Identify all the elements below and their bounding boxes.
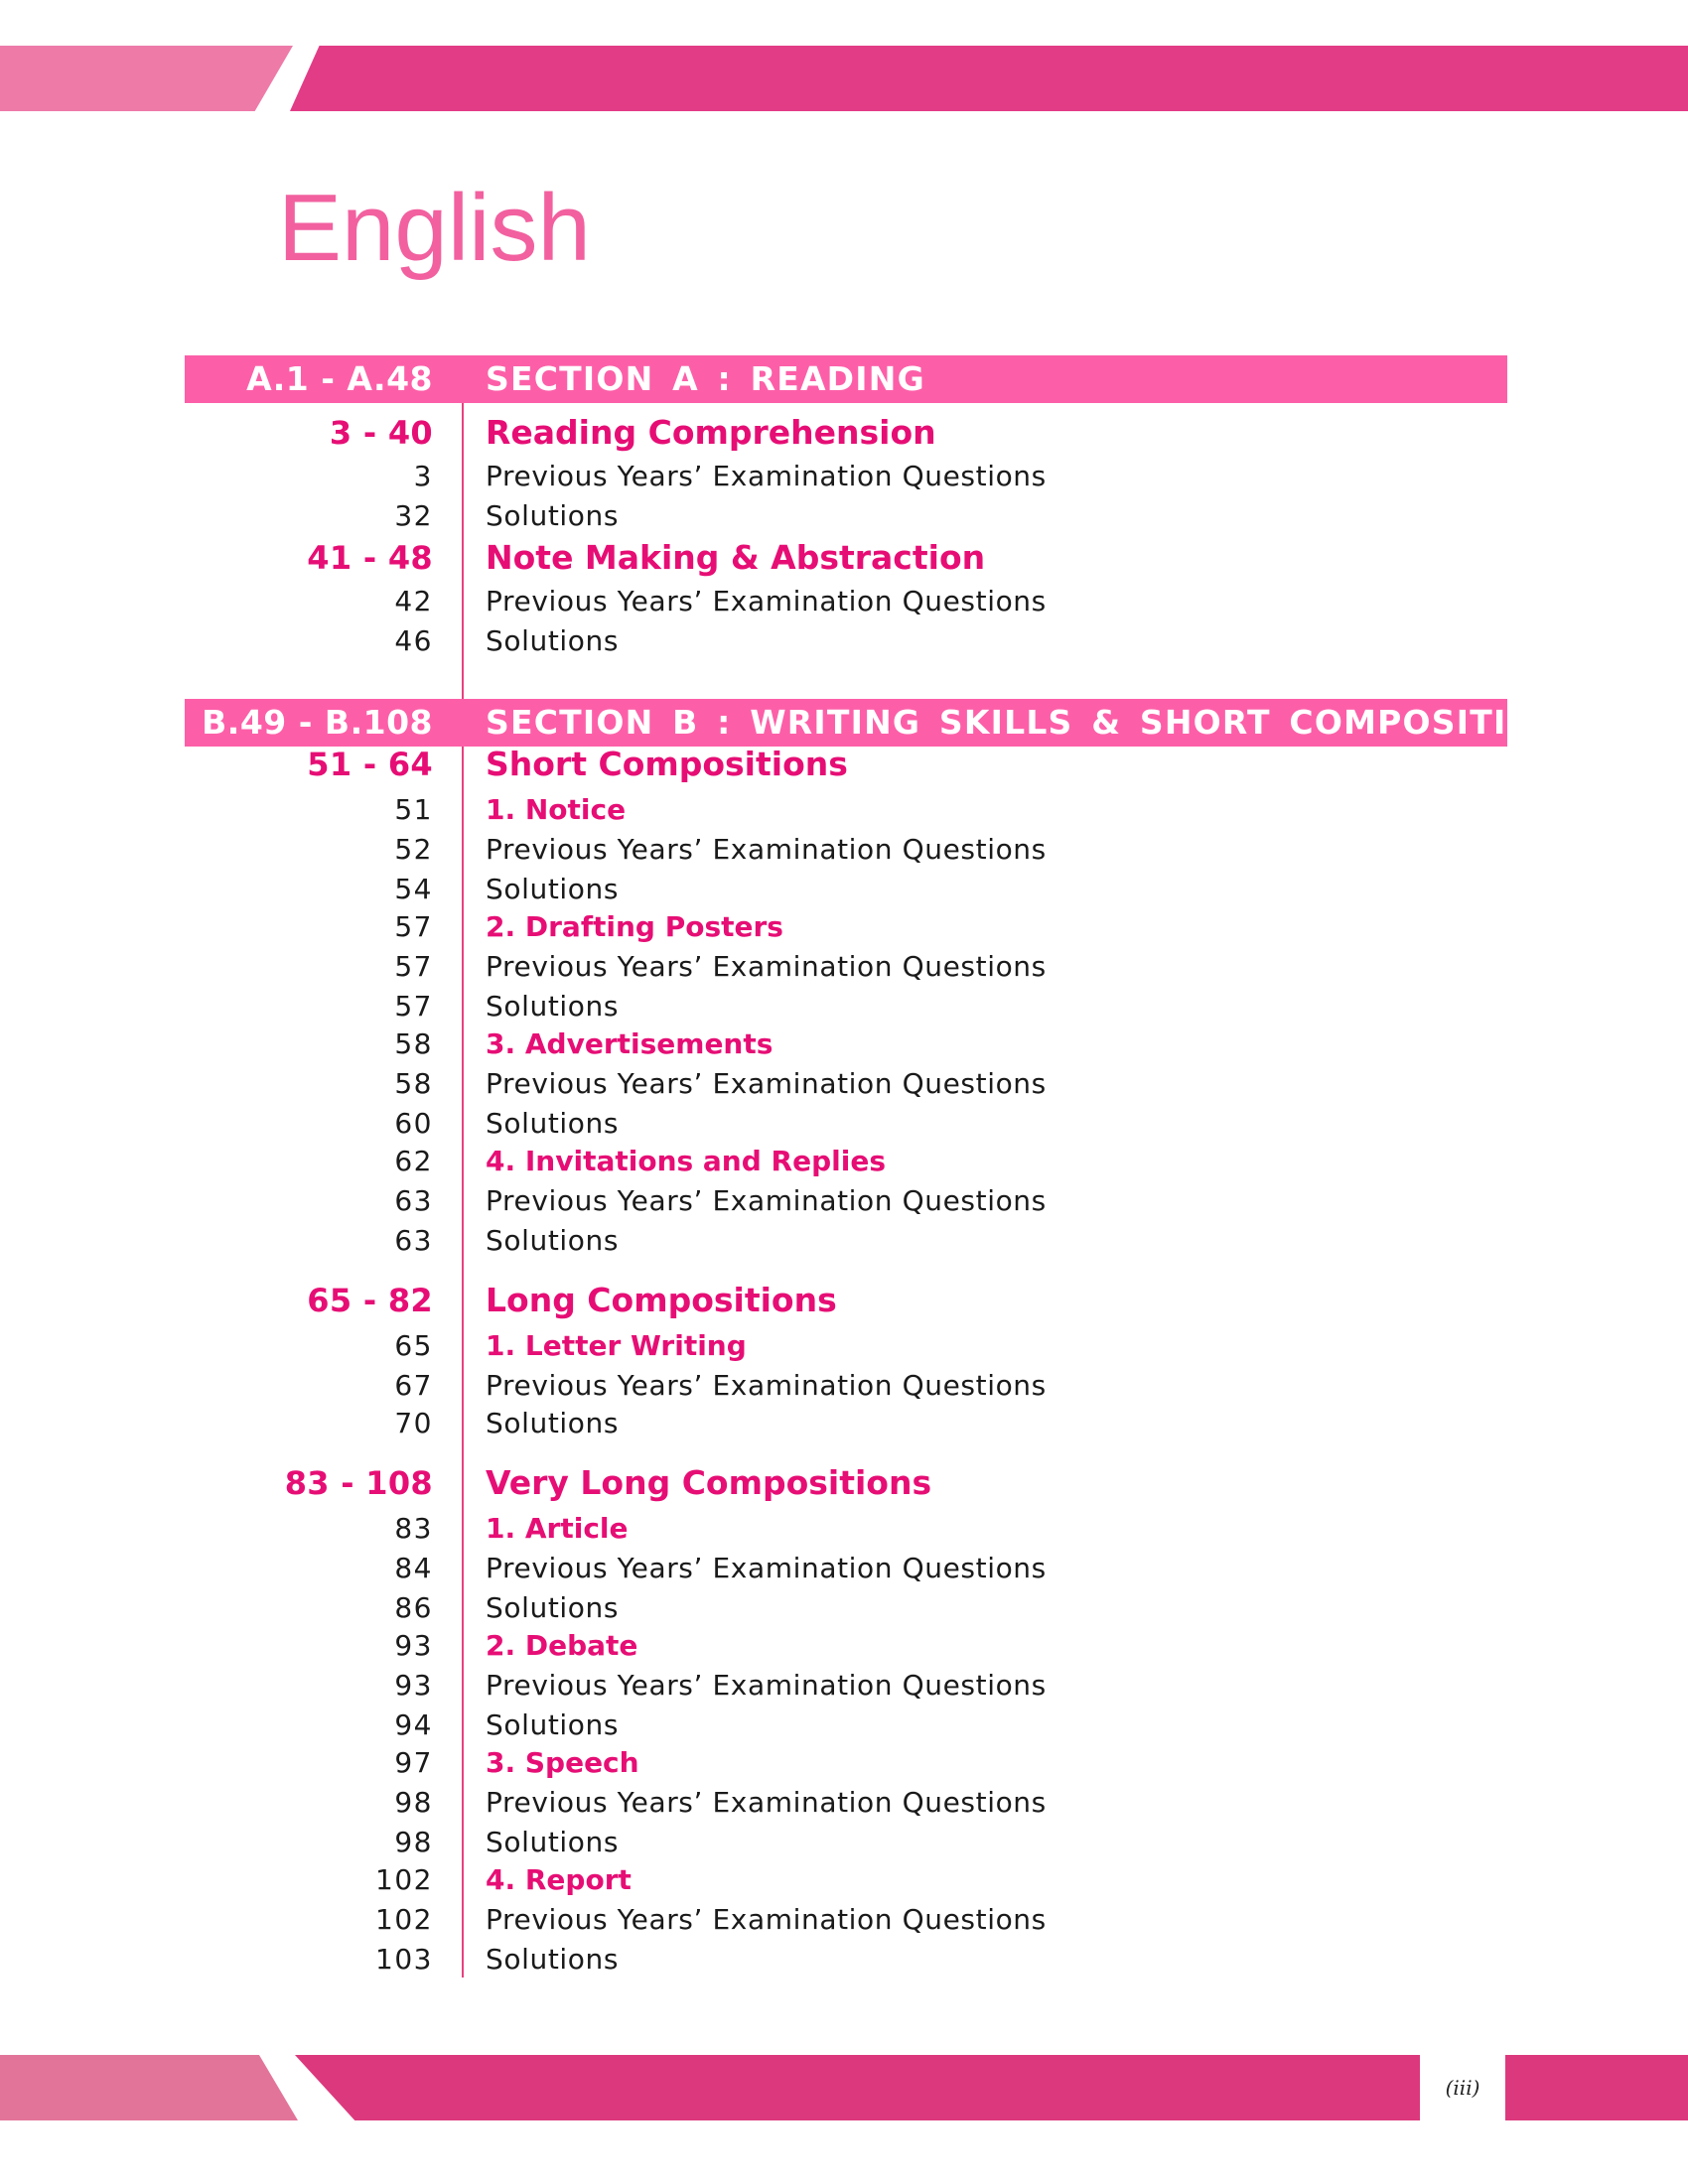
- toc-page-range: 102: [375, 1903, 433, 1936]
- toc-entry-label: Solutions: [486, 1107, 620, 1140]
- toc-page-range: B.49 - B.108: [202, 703, 433, 742]
- toc-entry-label: 3. Speech: [486, 1746, 639, 1779]
- toc-entry-label: Solutions: [486, 1591, 620, 1624]
- toc-entry-label: Solutions: [486, 624, 620, 657]
- toc-item-row: [0, 1366, 1688, 1406]
- bottom-accent-band-light: [0, 2055, 298, 2120]
- toc-entry-label: 2. Debate: [486, 1629, 638, 1662]
- toc-entry-label: 2. Drafting Posters: [486, 910, 783, 943]
- toc-page-range: 102: [375, 1863, 433, 1896]
- toc-entry-label: Solutions: [486, 873, 620, 905]
- toc-entry-label: 1. Notice: [486, 793, 627, 826]
- toc-page-range: 93: [394, 1629, 433, 1662]
- toc-item-row: [0, 947, 1688, 987]
- page-title: English: [278, 175, 591, 281]
- toc-chapter-row: [0, 1463, 1688, 1503]
- toc-entry-label: Long Compositions: [486, 1281, 837, 1319]
- toc-page-range: 93: [394, 1669, 433, 1702]
- toc-page-range: 3: [413, 460, 433, 492]
- toc-item-row: [0, 1706, 1688, 1745]
- toc-page-range: A.1 - A.48: [246, 359, 433, 398]
- toc-page-range: 51 - 64: [307, 746, 433, 783]
- toc-topic-row: [0, 790, 1688, 830]
- toc-entry-label: Note Making & Abstraction: [486, 538, 986, 577]
- toc-item-row: [0, 870, 1688, 909]
- toc-entry-label: Short Compositions: [486, 745, 848, 783]
- toc-entry-label: Previous Years’ Examination Questions: [486, 585, 1047, 617]
- toc-entry-label: Solutions: [486, 499, 620, 532]
- toc-page-range: 52: [394, 833, 433, 866]
- toc-page-range: 58: [394, 1027, 433, 1060]
- toc-page-range: 86: [394, 1591, 433, 1624]
- toc-page-range: 32: [394, 499, 433, 532]
- toc-topic-row: [0, 1860, 1688, 1900]
- toc-page-range: 103: [375, 1943, 433, 1976]
- toc-page-range: 51: [394, 793, 433, 826]
- toc-item-row: [0, 496, 1688, 536]
- toc-entry-label: Reading Comprehension: [486, 413, 936, 452]
- toc-chapter-row: [0, 538, 1688, 578]
- toc-entry-label: Previous Years’ Examination Questions: [486, 833, 1047, 866]
- toc-section-row: [185, 699, 1565, 747]
- toc-item-row: [0, 1181, 1688, 1221]
- toc-page-range: 41 - 48: [307, 539, 433, 577]
- toc-entry-label: Previous Years’ Examination Questions: [486, 1067, 1047, 1100]
- toc-entry-label: 3. Advertisements: [486, 1027, 774, 1060]
- toc-item-row: [0, 1221, 1688, 1261]
- toc-page-range: 54: [394, 873, 433, 905]
- toc-topic-row: [0, 907, 1688, 947]
- toc-page-range: 98: [394, 1826, 433, 1858]
- toc-section-row: [185, 355, 1507, 403]
- toc-topic-row: [0, 1509, 1688, 1549]
- toc-entry-label: 1. Article: [486, 1512, 629, 1545]
- toc-topic-row: [0, 1326, 1688, 1366]
- toc-entry-label: Previous Years’ Examination Questions: [486, 1369, 1047, 1402]
- page-number: (iii): [1445, 2076, 1480, 2100]
- toc-item-row: [0, 1104, 1688, 1144]
- toc-topic-row: [0, 1626, 1688, 1666]
- toc-page-range: 70: [394, 1407, 433, 1439]
- toc-page-range: 94: [394, 1708, 433, 1741]
- toc-page-range: 46: [394, 624, 433, 657]
- toc-page-range: 62: [394, 1145, 433, 1177]
- toc-page-range: 63: [394, 1224, 433, 1257]
- toc-item-row: [0, 1940, 1688, 1979]
- toc-page-range: 83 - 108: [284, 1464, 433, 1502]
- toc-entry-label: Solutions: [486, 990, 620, 1023]
- toc-page-range: 65: [394, 1329, 433, 1362]
- toc-entry-label: Solutions: [486, 1943, 620, 1976]
- toc-page-range: 84: [394, 1552, 433, 1584]
- toc-topic-row: [0, 1024, 1688, 1064]
- toc-item-row: [0, 1823, 1688, 1862]
- toc-page-range: 63: [394, 1184, 433, 1217]
- toc-page-range: 42: [394, 585, 433, 617]
- toc-page-range: 57: [394, 990, 433, 1023]
- toc-item-row: [0, 1404, 1688, 1443]
- toc-entry-label: Previous Years’ Examination Questions: [486, 1669, 1047, 1702]
- toc-entry-label: Previous Years’ Examination Questions: [486, 460, 1047, 492]
- toc-item-row: [0, 1064, 1688, 1104]
- toc-topic-row: [0, 1142, 1688, 1181]
- toc-entry-label: Previous Years’ Examination Questions: [486, 1552, 1047, 1584]
- toc-item-row: [0, 457, 1688, 496]
- toc-entry-label: Previous Years’ Examination Questions: [486, 1184, 1047, 1217]
- toc-page-range: 65 - 82: [307, 1282, 433, 1319]
- toc-entry-label: 1. Letter Writing: [486, 1329, 747, 1362]
- toc-item-row: [0, 1666, 1688, 1706]
- toc-chapter-row: [0, 413, 1688, 453]
- toc-page-range: 97: [394, 1746, 433, 1779]
- toc-page-range: 57: [394, 950, 433, 983]
- toc-item-row: [0, 1783, 1688, 1823]
- toc-entry-label: 4. Invitations and Replies: [486, 1145, 886, 1177]
- toc-item-row: [0, 621, 1688, 661]
- toc-page-range: 83: [394, 1512, 433, 1545]
- toc-page-range: 3 - 40: [329, 414, 433, 452]
- toc-item-row: [0, 987, 1688, 1026]
- toc-topic-row: [0, 1743, 1688, 1783]
- toc-item-row: [0, 582, 1688, 621]
- toc-entry-label: SECTION A : READING: [486, 359, 925, 398]
- toc-entry-label: Previous Years’ Examination Questions: [486, 1786, 1047, 1819]
- toc-page-range: 98: [394, 1786, 433, 1819]
- toc-entry-label: SECTION B : WRITING SKILLS & SHORT COMPOSITION: [486, 703, 1565, 742]
- toc-entry-label: Solutions: [486, 1407, 620, 1439]
- toc-entry-label: Solutions: [486, 1826, 620, 1858]
- toc-page-range: 57: [394, 910, 433, 943]
- toc-page-range: 60: [394, 1107, 433, 1140]
- toc-entry-label: Solutions: [486, 1224, 620, 1257]
- toc-chapter-row: [0, 1281, 1688, 1320]
- toc-item-row: [0, 1900, 1688, 1940]
- toc-entry-label: Previous Years’ Examination Questions: [486, 950, 1047, 983]
- toc-item-row: [0, 830, 1688, 870]
- toc-entry-label: 4. Report: [486, 1863, 632, 1896]
- toc-item-row: [0, 1549, 1688, 1588]
- toc-page-range: 58: [394, 1067, 433, 1100]
- toc-chapter-row: [0, 745, 1688, 784]
- toc-entry-label: Previous Years’ Examination Questions: [486, 1903, 1047, 1936]
- toc-page-range: 67: [394, 1369, 433, 1402]
- toc-entry-label: Very Long Compositions: [486, 1463, 932, 1502]
- toc-entry-label: Solutions: [486, 1708, 620, 1741]
- toc-item-row: [0, 1588, 1688, 1628]
